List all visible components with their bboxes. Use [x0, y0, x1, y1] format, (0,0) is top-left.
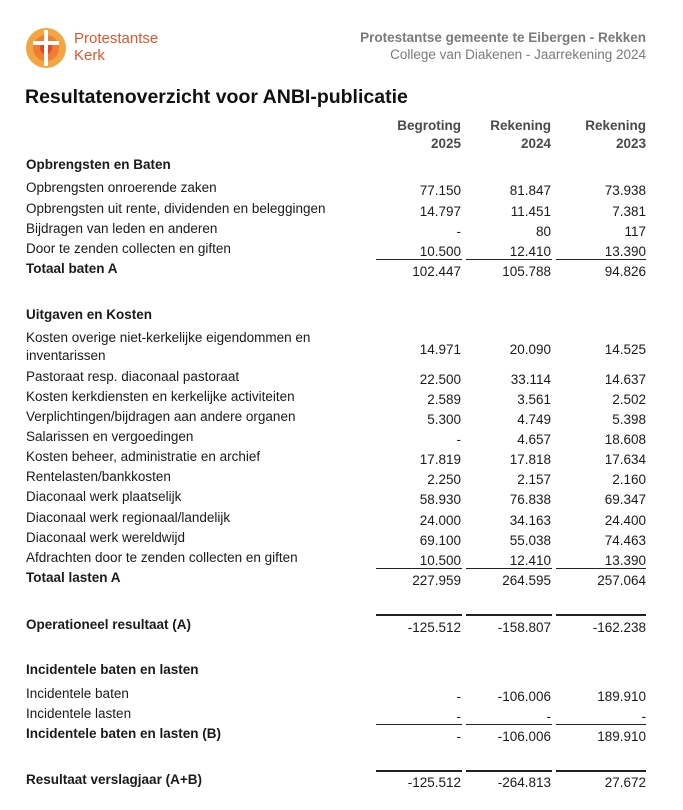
table-row: Opbrengsten onroerende zaken 77.150 81.847 73.938: [26, 180, 646, 198]
section-heading-baten: Opbrengsten en Baten: [26, 157, 171, 172]
table-row: Diaconaal werk regionaal/landelijk 24.000 34.163 24.400: [26, 510, 646, 528]
table-row: Pastoraat resp. diaconaal pastoraat 22.500 33.114 14.637: [26, 369, 646, 387]
table-row: Incidentele lasten - - -: [26, 706, 646, 724]
column-header-begroting-2025: Begroting 2025: [397, 118, 461, 151]
organization-name: Protestantse gemeente te Eibergen - Rekken: [360, 30, 646, 45]
section-heading-incidenteel: Incidentele baten en lasten: [26, 662, 199, 677]
table-row: Verplichtingen/bijdragen aan andere organen 5.300 4.749 5.398: [26, 409, 646, 427]
table-row: Afdrachten door te zenden collecten en giften 10.500 12.410 13.390: [26, 550, 646, 568]
total-row-incidenteel: Incidentele baten en lasten (B) - -106.006 189.910: [26, 726, 646, 744]
table-row: Opbrengsten uit rente, dividenden en beleggingen 14.797 11.451 7.381: [26, 201, 646, 219]
table-row: Door te zenden collecten en giften 10.500 12.410 13.390: [26, 241, 646, 259]
protestantse-kerk-logo-icon: [25, 27, 67, 69]
operational-result-row: Operationeel resultaat (A) -125.512 -158.807 -162.238: [26, 617, 646, 635]
table-row: Kosten overige niet-kerkelijke eigendommen en inventarissen 14.971 20.090 14.525: [26, 330, 646, 363]
logo-line-1: Protestantse: [74, 30, 159, 47]
document-subtitle: College van Diakenen - Jaarrekening 2024: [390, 47, 646, 62]
table-row: Kosten kerkdiensten en kerkelijke activiteiten 2.589 3.561 2.502: [26, 389, 646, 407]
logo-wordmark: [74, 30, 158, 64]
total-row-lasten: Totaal lasten A 227.959 264.595 257.064: [26, 570, 646, 588]
page-title: Resultatenoverzicht voor ANBI-publicatie: [25, 86, 408, 108]
table-row: Salarissen en vergoedingen - 4.657 18.608: [26, 429, 646, 447]
table-row: Incidentele baten - -106.006 189.910: [26, 686, 646, 704]
table-row: Kosten beheer, administratie en archief 17.819 17.818 17.634: [26, 449, 646, 467]
column-header-rekening-2023: Rekening 2023: [585, 118, 646, 151]
table-row: Rentelasten/bankkosten 2.250 2.157 2.160: [26, 469, 646, 487]
logo-line-2: Kerk: [74, 47, 105, 64]
section-heading-lasten: Uitgaven en Kosten: [26, 307, 153, 322]
table-row: Diaconaal werk wereldwijd 69.100 55.038 74.463: [26, 530, 646, 548]
total-row-baten: Totaal baten A 102.447 105.788 94.826: [26, 261, 646, 279]
table-row: Diaconaal werk plaatselijk 58.930 76.838 69.347: [26, 489, 646, 507]
column-header-rekening-2024: Rekening 2024: [490, 118, 551, 151]
table-row: Bijdragen van leden en anderen - 80 117: [26, 221, 646, 239]
page-header: [0, 0, 683, 80]
year-result-row: Resultaat verslagjaar (A+B) -125.512 -264.813 27.672: [26, 772, 646, 790]
document-header-text: [360, 29, 646, 63]
